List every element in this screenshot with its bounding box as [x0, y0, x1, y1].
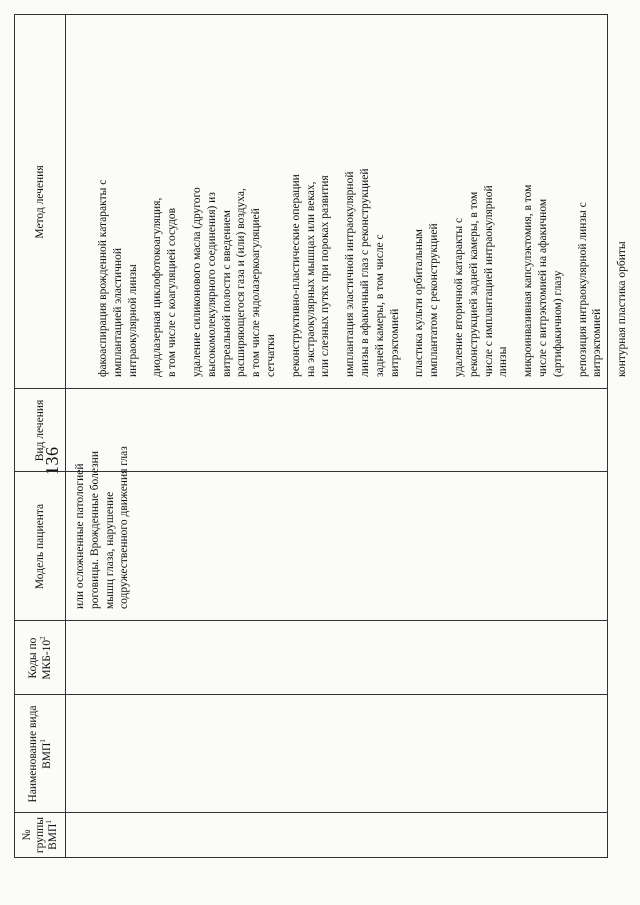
header-mkb-codes — [15, 621, 66, 695]
method-line: имплантация эластичной интраокулярной — [344, 171, 357, 377]
method-line: числе с витрэктомией на афакичном — [536, 198, 549, 377]
header-mkb-codes-label: Коды по МКБ-10 — [27, 637, 53, 680]
method-item — [521, 83, 565, 377]
method-line: реконструкцией задней камеры, в том — [467, 191, 480, 377]
method-line: диодлазерная циклофотокоагуляция, — [151, 197, 164, 377]
header-group-number-text: ВМП — [47, 823, 60, 850]
method-line: имплантацией эластичной — [111, 248, 124, 377]
footnote-mark: 2 — [39, 636, 48, 640]
header-group-number-line3 — [46, 820, 59, 850]
method-line: витрэктомией — [388, 308, 401, 377]
method-item — [96, 83, 140, 377]
method-line: интраокулярной линзы — [126, 264, 139, 377]
method-line: витрэктомией — [591, 308, 604, 377]
method-line: на экстраокулярных мышцах или веках, — [304, 181, 317, 377]
header-vmp-name-text — [27, 698, 53, 810]
method-line: числе с имплантацией интраокулярной — [482, 185, 495, 377]
method-line: задней камеры, в том числе с — [373, 234, 386, 377]
method-line: расширяющегося газа и (или) воздуха, — [235, 188, 248, 377]
method-item — [615, 83, 630, 377]
header-treatment-type: Вид лечения — [34, 399, 47, 462]
method-line: контурная пластика орбиты — [616, 241, 629, 377]
method-item — [452, 83, 511, 377]
method-line: микроинвазивная капсулэктомия, в том — [522, 184, 535, 377]
method-line: удаление вторичной катаракты с — [452, 217, 465, 377]
method-line: (артифакичном) глазу — [551, 270, 564, 377]
method-line: высокомолекулярного соединения) из — [205, 192, 218, 377]
column-separator — [15, 388, 607, 389]
method-line: витреальной полости с введением — [220, 210, 233, 377]
method-item — [150, 83, 180, 377]
header-treatment-method: Метод лечения — [34, 165, 47, 239]
column-separator — [15, 812, 607, 813]
header-vmp-name — [15, 695, 66, 813]
header-mkb-codes-text — [27, 624, 53, 692]
method-line: репозиция интраокулярной линзы с — [576, 202, 589, 377]
header-group-number — [15, 813, 66, 857]
method-item — [289, 83, 333, 377]
patient-model-line: содружественного движения глаз — [118, 446, 131, 609]
method-line: реконструктивно-пластические операции — [289, 174, 302, 377]
footnote-mark: 1 — [39, 739, 48, 743]
method-line: удаление силиконового масла (другого — [190, 187, 203, 377]
patient-model-line: мышц глаза, нарушение — [103, 491, 116, 609]
header-vmp-name-label: Наименование вида ВМП — [27, 705, 53, 803]
method-line: линзы в афакичный глаз с реконструкцией — [358, 168, 371, 377]
column-separator — [15, 620, 607, 621]
patient-model-cell — [73, 419, 132, 609]
method-line: пластика культи орбитальным — [413, 229, 426, 377]
method-item — [412, 83, 442, 377]
method-line: в том числе с коагуляцией сосудов — [166, 207, 179, 377]
footnote-mark: 1 — [45, 820, 54, 824]
method-line: или слезных путях при пороках развития — [319, 175, 332, 377]
method-item — [343, 83, 402, 377]
method-line: факоаспирация врожденной катаракты с — [97, 179, 109, 377]
method-line: имплантатом с реконструкцией — [428, 223, 441, 377]
method-line: в том числе эндолазеркоагуляцией — [250, 208, 263, 377]
header-group-number-line1: № — [21, 829, 34, 841]
patient-model-line: или осложненные патологией — [74, 463, 86, 609]
treatment-method-cell — [96, 83, 640, 377]
column-separator — [15, 694, 607, 695]
method-line: сетчатки — [264, 334, 277, 377]
method-item — [190, 83, 279, 377]
patient-model-line: роговицы. Врожденные болезни — [88, 451, 101, 609]
header-patient-model: Модель пациента — [34, 503, 47, 590]
page-number: 136 — [42, 446, 62, 475]
method-item — [576, 83, 606, 377]
method-line: линзы — [497, 346, 510, 377]
header-group-number-line2: группы — [33, 816, 46, 854]
